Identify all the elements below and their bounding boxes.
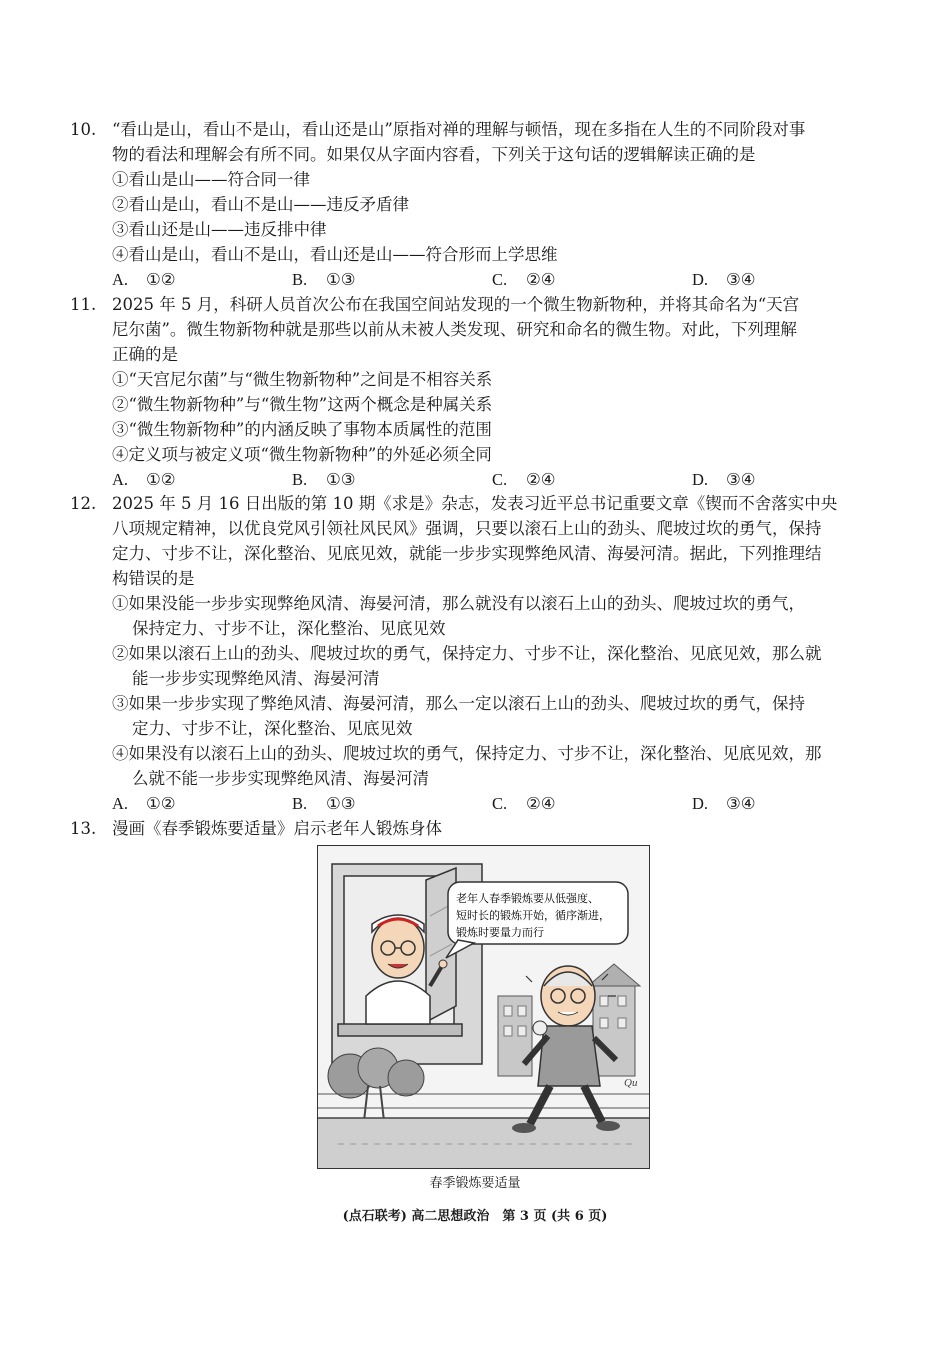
question-stem: 尼尔菌”。微生物新物种就是那些以前从未被人类发现、研究和命名的微生物。对此，下列理解 — [112, 320, 797, 339]
question-stem: 物的看法和理解会有所不同。如果仅从字面内容看，下列关于这句话的逻辑解读正确的是 — [112, 145, 756, 164]
question-stem: 正确的是 — [112, 345, 178, 364]
question-stem: 八项规定精神，以优良党风引领社风民风》强调，只要以滚石上山的劲头、爬坡过坎的勇气，保持 — [112, 519, 822, 538]
option-a[interactable]: A. ①② — [112, 270, 176, 289]
question-12 — [70, 491, 890, 816]
question-stem: 2025 年 5 月 16 日出版的第 10 期《求是》杂志，发表习近平总书记重要文章《锲而不舍落实中央 — [112, 494, 838, 513]
statement-item: ③看山还是山——违反排中律 — [112, 220, 327, 239]
statement-item: ②“微生物新物种”与“微生物”这两个概念是种属关系 — [112, 395, 493, 414]
option-a[interactable]: A. ①② — [112, 470, 176, 489]
question-10 — [70, 117, 890, 292]
cartoon-frame — [317, 845, 650, 1169]
option-b[interactable]: B. ①③ — [292, 470, 356, 489]
statement-item-continued: 定力、寸步不让，深化整治、见底见效 — [132, 719, 413, 738]
question-stem: “看山是山，看山不是山，看山还是山”原指对禅的理解与顿悟，现在多指在人生的不同阶段对事 — [112, 120, 806, 139]
question-stem: 漫画《春季锻炼要适量》启示老年人锻炼身体 — [112, 819, 442, 838]
answer-options — [70, 267, 890, 292]
option-c[interactable]: C. ②④ — [492, 470, 556, 489]
artist-signature: Qu — [624, 1077, 638, 1089]
statement-item: ②如果以滚石上山的劲头、爬坡过坎的勇气，保持定力、寸步不让，深化整治、见底见效，那么就 — [112, 644, 822, 663]
statement-item: ④定义项与被定义项“微生物新物种”的外延必须全同 — [112, 445, 492, 464]
question-stem: 构错误的是 — [112, 569, 195, 588]
answer-options — [70, 467, 890, 492]
option-b[interactable]: B. ①③ — [292, 270, 356, 289]
question-13 — [70, 816, 890, 841]
page-footer: (点石联考) 高二思想政治 第 3 页 (共 6 页) — [342, 1209, 608, 1224]
statement-item: ④如果没有以滚石上山的劲头、爬坡过坎的勇气，保持定力、寸步不让，深化整治、见底见效，那 — [112, 744, 822, 763]
bubble-text-line: 短时长的锻炼开始，循序渐进， — [456, 909, 610, 922]
question-stem: 定力、寸步不让，深化整治、见底见效，就能一步步实现弊绝风清、海晏河清。据此，下列推理结 — [112, 544, 822, 563]
statement-item: ①“天宫尼尔菌”与“微生物新物种”之间是不相容关系 — [112, 370, 493, 389]
figure-caption: 春季锻炼要适量 — [429, 1176, 521, 1191]
option-c[interactable]: C. ②④ — [492, 270, 556, 289]
statement-item: ①如果没能一步步实现弊绝风清、海晏河清，那么就没有以滚石上山的劲头、爬坡过坎的勇气， — [112, 594, 805, 613]
question-stem: 2025 年 5 月，科研人员首次公布在我国空间站发现的一个微生物新物种，并将其命名为“天宫 — [112, 295, 800, 314]
bubble-text-line: 锻炼时要量力而行 — [456, 926, 544, 939]
option-a[interactable]: A. ①② — [112, 794, 176, 813]
statement-item: ③“微生物新物种”的内涵反映了事物本质属性的范围 — [112, 420, 492, 439]
question-11 — [70, 292, 890, 492]
question-number: 13. — [70, 819, 97, 838]
option-d[interactable]: D. ③④ — [692, 270, 756, 289]
statement-item-continued: 保持定力、寸步不让，深化整治、见底见效 — [132, 619, 446, 638]
option-d[interactable]: D. ③④ — [692, 470, 756, 489]
statement-item: ④看山是山，看山不是山，看山还是山——符合形而上学思维 — [112, 245, 558, 264]
question-number: 10. — [70, 120, 97, 139]
statement-item: ③如果一步步实现了弊绝风清、海晏河清，那么一定以滚石上山的劲头、爬坡过坎的勇气，保持 — [112, 694, 805, 713]
option-c[interactable]: C. ②④ — [492, 794, 556, 813]
option-b[interactable]: B. ①③ — [292, 794, 356, 813]
statement-item: ①看山是山——符合同一律 — [112, 170, 310, 189]
cartoon-illustration — [318, 846, 649, 1168]
statement-item-continued: 能一步步实现弊绝风清、海晏河清 — [132, 669, 380, 688]
question-number: 12. — [70, 494, 97, 513]
answer-options — [70, 791, 890, 816]
question-number: 11. — [70, 295, 97, 314]
statement-item-continued: 么就不能一步步实现弊绝风清、海晏河清 — [132, 769, 429, 788]
option-d[interactable]: D. ③④ — [692, 794, 756, 813]
statement-item: ②看山是山，看山不是山——违反矛盾律 — [112, 195, 409, 214]
bubble-text-line: 老年人春季锻炼要从低强度、 — [456, 892, 599, 905]
